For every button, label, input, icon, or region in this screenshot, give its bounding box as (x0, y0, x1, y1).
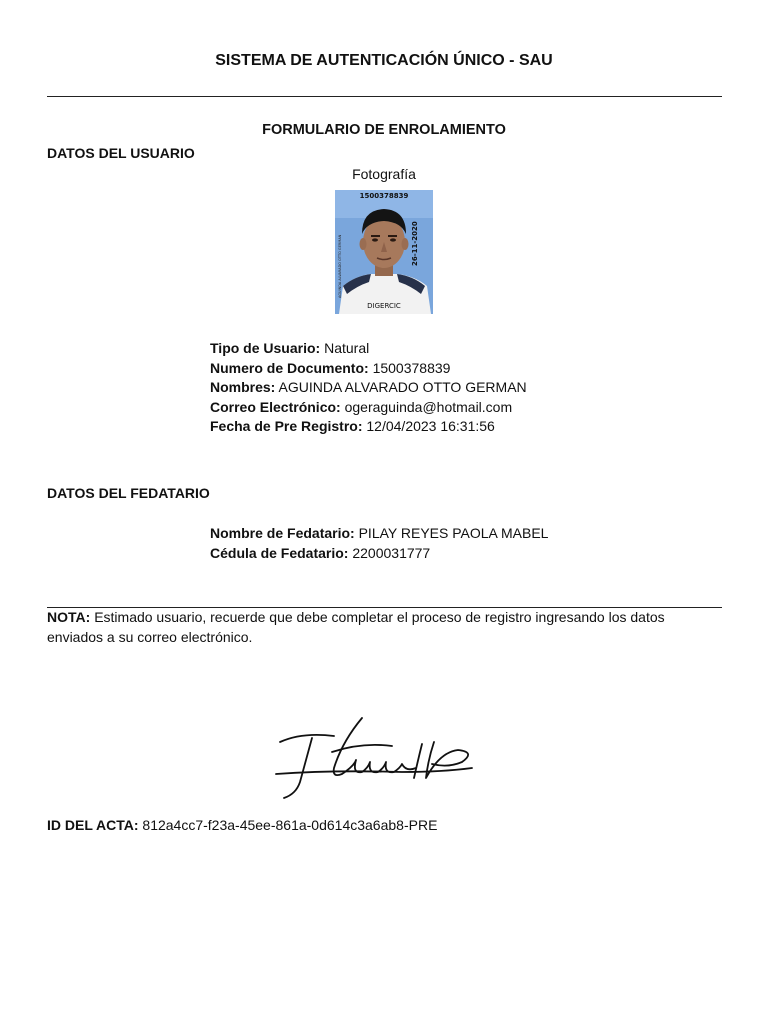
field-label: Fecha de Pre Registro: (210, 418, 363, 435)
field-label: Nombres: (210, 379, 276, 396)
acta-label: ID DEL ACTA: (47, 817, 139, 833)
user-type-row (210, 339, 527, 359)
form-title: FORMULARIO DE ENROLAMIENTO (262, 122, 506, 138)
notary-details (210, 524, 548, 563)
note (47, 607, 707, 647)
acta-value: 812a4cc7-f23a-45ee-861a-0d614c3a6ab8-PRE (142, 817, 438, 833)
user-type-value: Natural (324, 340, 370, 356)
note-text: Estimado usuario, recuerde que debe completar el proceso de registro ingresando los datos enviados a su correo electrónico. (47, 609, 665, 645)
names-value: AGUINDA ALVARADO OTTO GERMAN (278, 379, 527, 396)
photo-side-text: AGUINDA ALVARADO OTTO GERMAN (338, 234, 342, 298)
header-divider (47, 96, 722, 97)
photo-id-number: 1500378839 (359, 192, 409, 200)
email-value: ogeraguinda@hotmail.com (344, 398, 513, 415)
field-label: Tipo de Usuario: (210, 340, 321, 356)
field-label: Cédula de Fedatario: (210, 544, 349, 561)
notary-name-row (210, 524, 548, 544)
notary-id-row (210, 544, 548, 564)
field-label: Numero de Documento: (210, 359, 369, 376)
photo-footer: DIGERCIC (367, 302, 401, 310)
names-row (210, 378, 527, 398)
system-title: SISTEMA DE AUTENTICACIÓN ÚNICO - SAU (215, 52, 553, 69)
document-number-value: 1500378839 (372, 359, 451, 376)
notary-section-heading: DATOS DEL FEDATARIO (47, 485, 210, 501)
signature (272, 712, 482, 804)
notary-name-value: PILAY REYES PAOLA MABEL (358, 525, 549, 541)
preregistration-date-row (210, 417, 527, 437)
field-label: Nombre de Fedatario: (210, 525, 355, 541)
document-number-row (210, 359, 527, 379)
notary-id-value: 2200031777 (352, 544, 431, 561)
acta-id (47, 817, 437, 833)
note-label: NOTA: (47, 609, 91, 625)
photo-date: 26-11-2020 (411, 221, 419, 266)
photo-label: Fotografía (352, 166, 416, 182)
user-details (210, 339, 527, 437)
user-photo (335, 190, 433, 314)
user-section-heading: DATOS DEL USUARIO (47, 145, 195, 161)
preregistration-date-value: 12/04/2023 16:31:56 (366, 418, 495, 435)
field-label: Correo Electrónico: (210, 398, 341, 415)
email-row (210, 398, 527, 418)
